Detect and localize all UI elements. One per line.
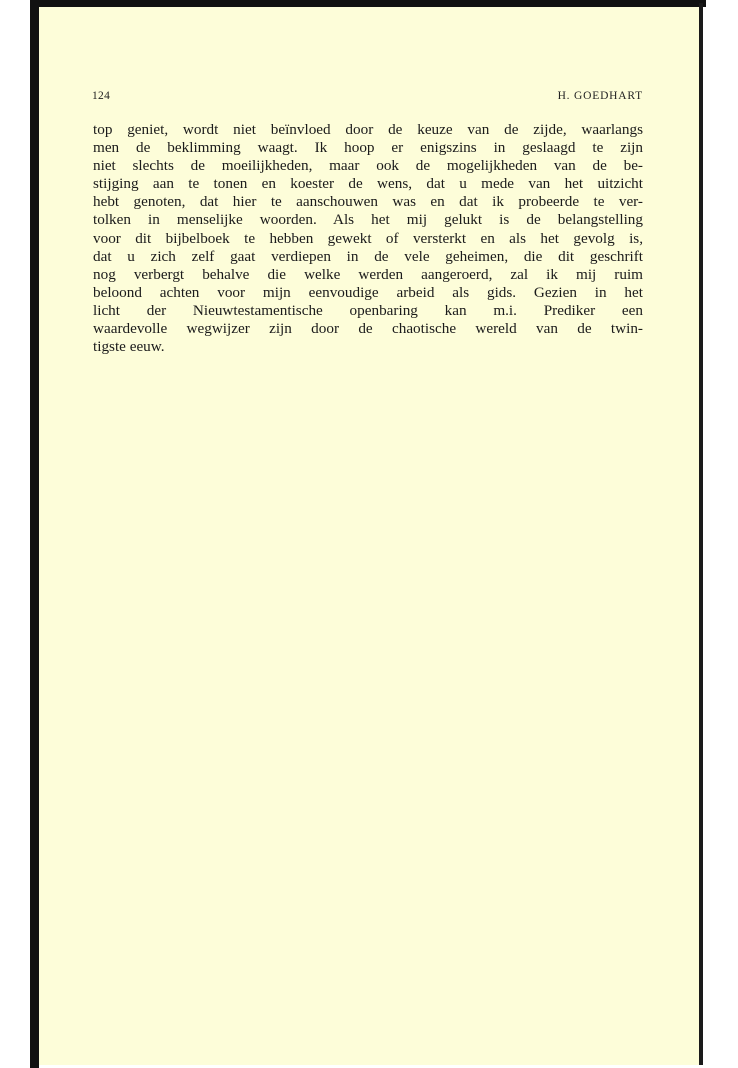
- text-line: waardevolle wegwijzer zijn door de chaotische wereld van de twin-: [93, 320, 643, 338]
- text-line: nog verbergt behalve die welke werden aangeroerd, zal ik mij ruim: [93, 265, 643, 283]
- text-line: beloond achten voor mijn eenvoudige arbeid als gids. Gezien in het: [93, 283, 643, 301]
- text-line: men de beklimming waagt. Ik hoop er enigszins in geslaagd te zijn: [93, 139, 643, 157]
- text-line: stijging aan te tonen en koester de wens, dat u mede van het uitzicht: [93, 175, 643, 193]
- text-line: top geniet, wordt niet beïnvloed door de keuze van de zijde, waarlangs: [93, 121, 643, 138]
- text-line: hebt genoten, dat hier te aanschouwen was en dat ik probeerde te ver-: [93, 193, 643, 211]
- text-line-last: tigste eeuw.: [93, 338, 165, 356]
- scan-border-top: [34, 0, 706, 7]
- text-line: tolken in menselijke woorden. Als het mij gelukt is de belangstelling: [93, 211, 643, 229]
- text-line: licht der Nieuwtestamentische openbaring kan m.i. Prediker een: [93, 301, 643, 319]
- text-line: dat u zich zelf gaat verdiepen in de vele geheimen, die dit geschrift: [93, 247, 643, 265]
- running-head-author: H. GOEDHART: [557, 90, 643, 102]
- text-line: voor dit bijbelboek te hebben gewekt of versterkt en als het gevolg is,: [93, 229, 643, 247]
- body-paragraph: [93, 121, 643, 356]
- text-line: niet slechts de moeilijkheden, maar ook de mogelijkheden van de be-: [93, 157, 643, 175]
- scan-border-left: [30, 0, 39, 1068]
- running-head: [92, 90, 643, 106]
- page-number: 124: [92, 90, 111, 102]
- scan-border-right: [699, 3, 703, 1065]
